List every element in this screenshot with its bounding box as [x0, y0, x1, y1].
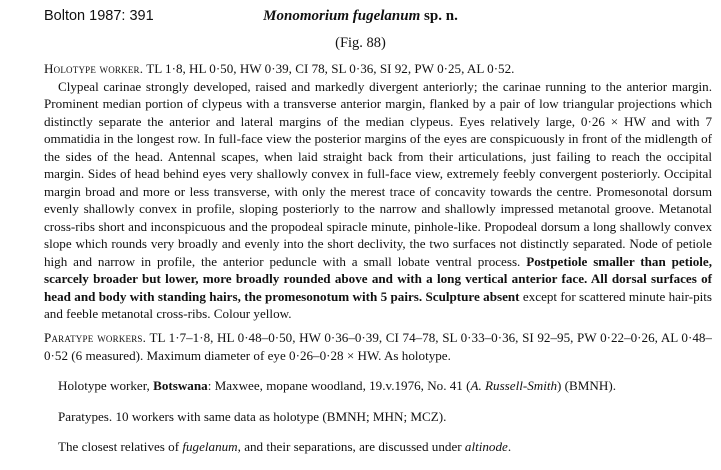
species-title	[0, 8, 721, 25]
description-part-b: except for scattered minute hair-pits and feeble metanotal cross-ribs. Colour yellow.	[44, 288, 713, 321]
closest-species: fugelanum	[182, 439, 238, 454]
closest-reference: altinode	[464, 439, 508, 454]
closest-prefix: The closest relatives of	[58, 439, 183, 454]
figure-reference: (Fig. 88)	[335, 35, 386, 51]
closest-relatives	[44, 438, 712, 456]
holotype-collector: A. Russell-Smith	[470, 378, 558, 393]
paratype-label: Paratype workers.	[44, 330, 147, 345]
species-suffix: sp. n.	[420, 8, 458, 24]
citation: Bolton 1987: 391	[44, 8, 154, 24]
description-bold: Postpetiole smaller than petiole, scarcely broader but lower, more broadly rounded above and with a long vertical anterior face. All dorsal surfaces of head and body with standing hairs, the promesonotum with 5 pairs. Sculpture absent	[44, 253, 712, 304]
paratype-paragraph	[44, 329, 712, 364]
description-part-a: Clypeal carinae strongly developed, raised and markedly divergent anteriorly; the carinae running to the anterior margin. Prominent median portion of clypeus with a transverse anterior margin, flanked by a pair of low triangular projections which distinctly separate the anterior and lateral margins of the median clypeus. Eyes relatively large, 0·26 × HW and with 7 ommatidia in the longest row. In full-face view the posterior margins of the eyes are conspicuously in front of the midlength of the sides of the head. Antennal scapes, when laid straight back from their articulations, just failing to reach the occipital margin. Sides of head behind eyes very shallowly convex in full-face view, extremely feebly convergent posteriorly. Occipital margin broad and more or less transverse, with only the merest trace of concavity towards the centre. Promesonotal dorsum evenly shallowly convex in profile, sloping posteriorly to the narrow and shallowly impressed metanotal groove. Metanotal cross-ribs short and inconspicuous and the propodeal spiracle minute, pinhole-like. Propodeal dorsum a long shallowly convex slope which rounds very broadly and evenly into the short declivity, the two surfaces not distinctly separated. Node of petiole high and narrow in profile, the anterior peduncle with a small lobate ventral process.	[44, 78, 712, 269]
species-name: Monomorium fugelanum	[263, 8, 421, 24]
closest-middle: , and their separations, are discussed under	[237, 439, 465, 454]
paratype-text: TL 1·7–1·8, HL 0·48–0·50, HW 0·36–0·39, CI 74–78, SL 0·33–0·36, SI 92–95, PW 0·22–0·26, AL 0·48–0·52 (6 measured). Maximum diameter of eye 0·26–0·28 × HW. As holotype.	[44, 330, 712, 363]
holotype-paragraph	[44, 60, 712, 323]
closest-end: .	[507, 439, 512, 454]
paratypes-material: Paratypes. 10 workers with same data as holotype (BMNH; MHN; MCZ).	[58, 409, 447, 424]
holotype-label: Holotype worker.	[44, 61, 144, 76]
holotype-depository: ) (BMNH).	[557, 378, 616, 393]
holotype-prefix: Holotype worker,	[58, 378, 154, 393]
holotype-measurements: TL 1·8, HL 0·50, HW 0·39, CI 78, SL 0·36, SI 92, PW 0·25, AL 0·52.	[146, 61, 515, 76]
holotype-description	[44, 78, 712, 323]
holotype-country: Botswana	[153, 378, 208, 393]
holotype-material	[44, 377, 712, 395]
holotype-locality: : Maxwee, mopane woodland, 19.v.1976, No. 41 (	[207, 378, 471, 393]
